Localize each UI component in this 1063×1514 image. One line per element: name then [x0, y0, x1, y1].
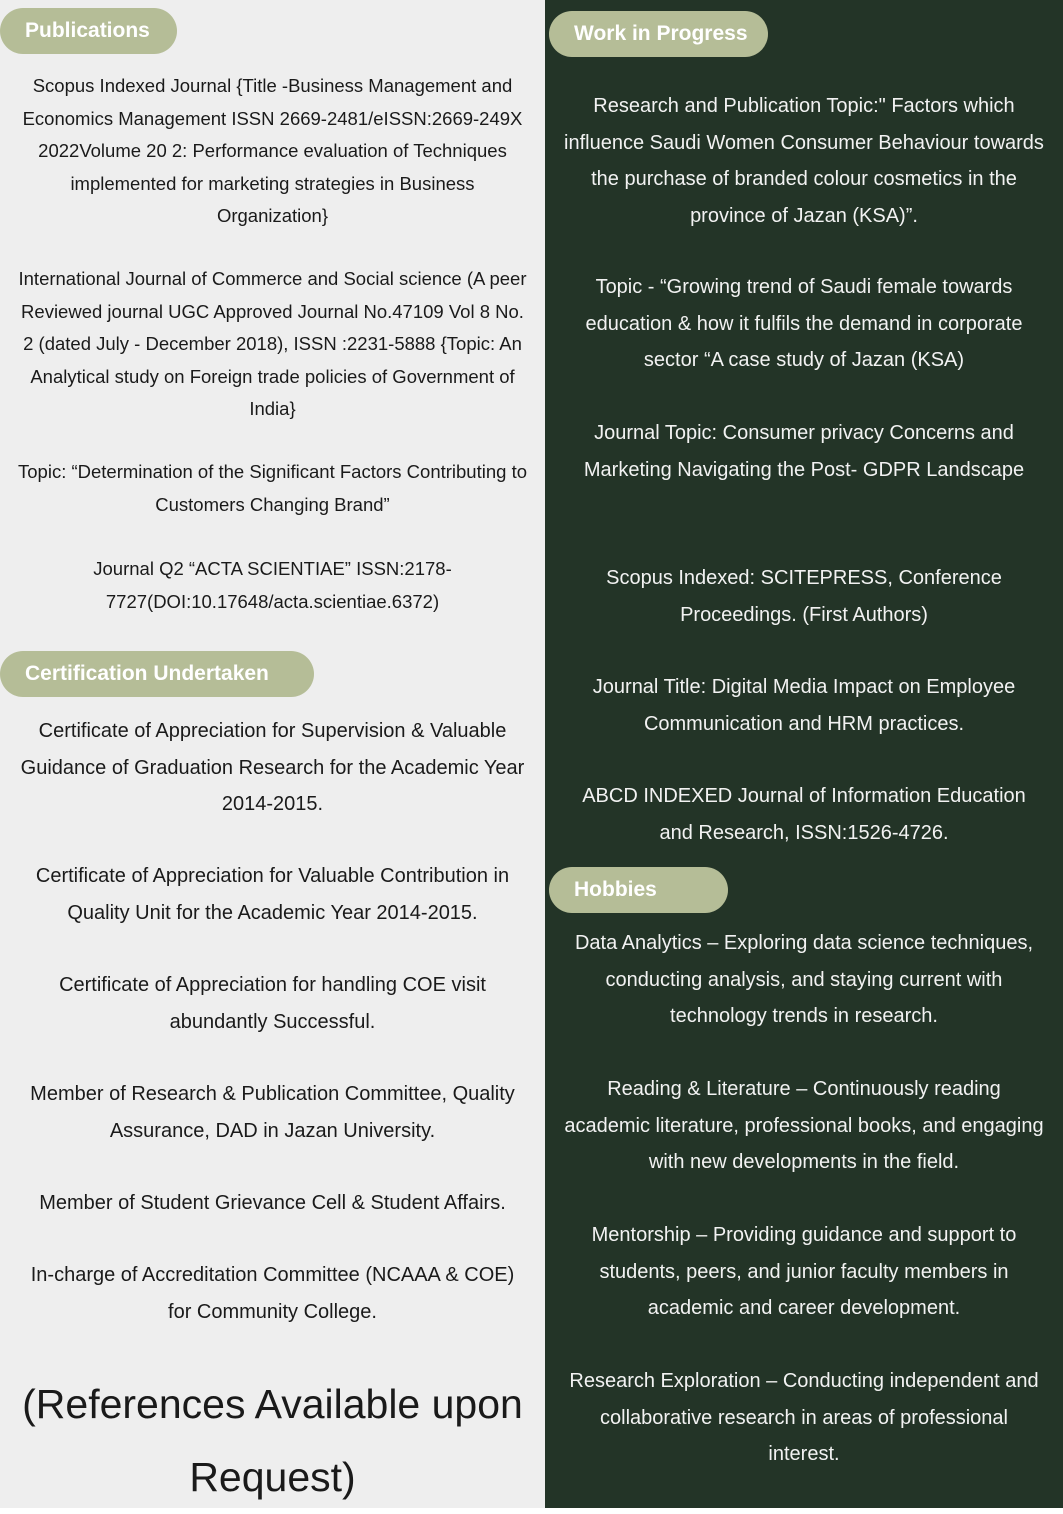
work-item: Topic - “Growing trend of Saudi female towards education & how it fulfils the demand in corporate sector “A case study of Jazan (KSA)	[585, 276, 1023, 371]
hobby-item: Data Analytics – Exploring data science techniques, conducting analysis, and staying current with technology trends in research.	[574, 932, 1034, 1027]
work-item: ABCD INDEXED Journal of Information Education and Research, ISSN:1526-4726.	[582, 785, 1026, 844]
hobby-item: Mentorship – Providing guidance and support to students, peers, and junior faculty members in academic and career development.	[591, 1224, 1017, 1319]
publication-item: Journal Q2 “ACTA SCIENTIAE” ISSN:2178- 7727(DOI:10.17648/acta.scientiae.6372)	[93, 558, 452, 612]
certification-item: Member of Research & Publication Committee, Quality Assurance, DAD in Jazan University.	[30, 1083, 515, 1142]
references-note: (References Available upon Request)	[22, 1381, 523, 1500]
hobby-item: Reading & Literature – Continuously reading academic literature, professional books, and engaging with new developments in the field.	[564, 1078, 1044, 1173]
certification-item: Member of Student Grievance Cell & Student Affairs.	[39, 1192, 506, 1214]
publications-heading: Publications	[0, 8, 177, 54]
work-in-progress-heading: Work in Progress	[549, 11, 768, 57]
certification-item: Certificate of Appreciation for handling COE visit abundantly Successful.	[59, 974, 486, 1033]
publication-item: International Journal of Commerce and Social science (A peer Reviewed journal UGC Approved Journal No.47109 Vol 8 No. 2 (dated July - December 2018), ISSN :2231-5888 {Topic: An Analytical study on Foreign trade policies of Government of India}	[18, 268, 527, 419]
certification-item: Certificate of Appreciation for Supervision & Valuable Guidance of Graduation Research for the Academic Year 2014-2015.	[20, 720, 525, 815]
publication-item: Scopus Indexed Journal {Title -Business Management and Economics Management ISSN 2669-2481/eISSN:2669-249X 2022Volume 20 2: Performance evaluation of Techniques implemented for marketing strategies in Business Organization}	[22, 75, 523, 226]
hobby-item: Research Exploration – Conducting independent and collaborative research in areas of professional interest.	[569, 1370, 1039, 1465]
work-item: Scopus Indexed: SCITEPRESS, Conference Proceedings. (First Authors)	[606, 567, 1002, 626]
right-column	[545, 0, 1063, 1508]
publication-item: Topic: “Determination of the Significant Factors Contributing to Customers Changing Brand”	[18, 461, 527, 515]
work-item: Journal Title: Digital Media Impact on Employee Communication and HRM practices.	[592, 676, 1016, 735]
certification-item: Certificate of Appreciation for Valuable Contribution in Quality Unit for the Academic Year 2014-2015.	[35, 865, 510, 924]
hobbies-heading: Hobbies	[549, 867, 728, 913]
certification-item: In-charge of Accreditation Committee (NCAAA & COE) for Community College.	[30, 1264, 515, 1323]
certification-heading: Certification Undertaken	[0, 651, 314, 697]
work-item: Research and Publication Topic:" Factors which influence Saudi Women Consumer Behaviour towards the purchase of branded colour cosmetics in the province of Jazan (KSA)”.	[564, 95, 1044, 227]
work-item: Journal Topic: Consumer privacy Concerns and Marketing Navigating the Post- GDPR Landscape	[583, 422, 1025, 481]
